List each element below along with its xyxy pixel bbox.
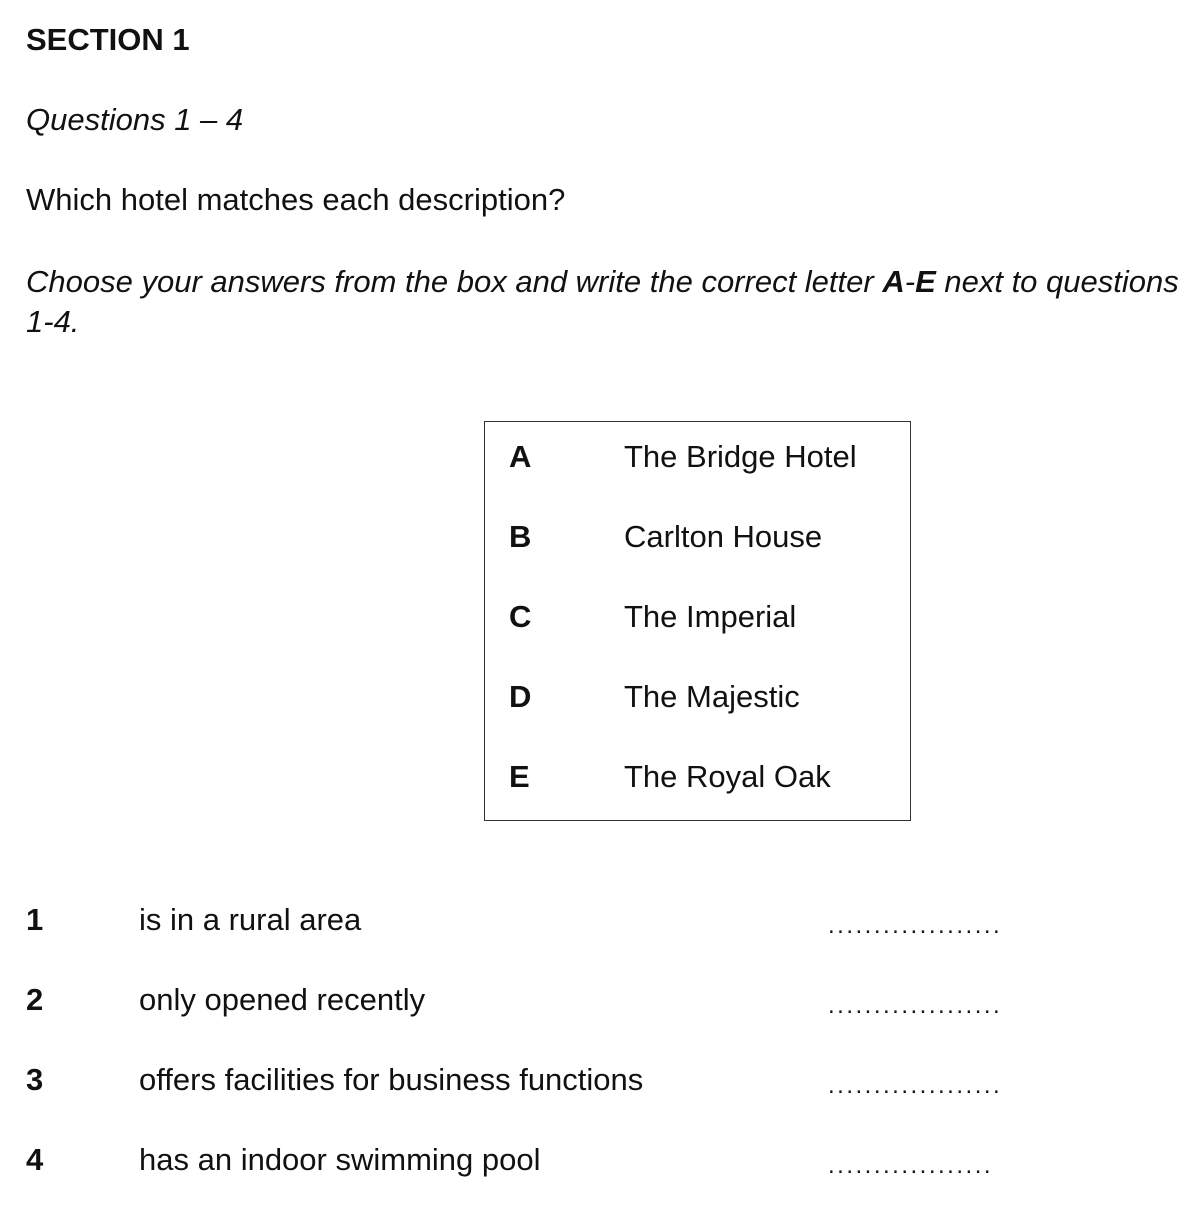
question-row-1 bbox=[0, 902, 1200, 942]
hotel-options-box bbox=[484, 421, 911, 821]
question-text: has an indoor swimming pool bbox=[139, 1142, 541, 1177]
question-number: 3 bbox=[26, 1062, 44, 1097]
questions-range: Questions 1 – 4 bbox=[26, 102, 244, 137]
question-prompt: Which hotel matches each description? bbox=[26, 182, 566, 217]
option-letter: A bbox=[509, 439, 532, 474]
question-row-2 bbox=[0, 982, 1200, 1022]
instructions-text-before: Choose your answers from the box and write the correct letter bbox=[26, 264, 883, 299]
question-number: 2 bbox=[26, 982, 44, 1017]
option-letter: C bbox=[509, 599, 532, 634]
answer-blank[interactable]: ................... bbox=[828, 1072, 1003, 1099]
option-name: The Royal Oak bbox=[624, 759, 831, 794]
option-name: The Majestic bbox=[624, 679, 800, 714]
option-row-b bbox=[485, 519, 910, 559]
question-text: only opened recently bbox=[139, 982, 426, 1017]
answer-blank[interactable]: ................... bbox=[828, 992, 1003, 1019]
option-name: Carlton House bbox=[624, 519, 823, 554]
option-row-c bbox=[485, 599, 910, 639]
instructions bbox=[26, 262, 1186, 342]
letter-range-dash: - bbox=[904, 264, 916, 299]
question-text: is in a rural area bbox=[139, 902, 362, 937]
option-row-e bbox=[485, 759, 910, 799]
question-row-3 bbox=[0, 1062, 1200, 1102]
question-number: 1 bbox=[26, 902, 44, 937]
letter-range-end: E bbox=[915, 264, 936, 299]
question-number: 4 bbox=[26, 1142, 44, 1177]
section-title: SECTION 1 bbox=[26, 22, 190, 57]
option-row-a bbox=[485, 439, 910, 479]
question-row-4 bbox=[0, 1142, 1200, 1182]
option-letter: D bbox=[509, 679, 532, 714]
answer-blank[interactable]: .................. bbox=[828, 1152, 994, 1179]
letter-range-start: A bbox=[882, 264, 905, 299]
option-name: The Imperial bbox=[624, 599, 797, 634]
option-letter: B bbox=[509, 519, 532, 554]
option-name: The Bridge Hotel bbox=[624, 439, 857, 474]
question-text: offers facilities for business functions bbox=[139, 1062, 644, 1097]
answer-blank[interactable]: ................... bbox=[828, 912, 1003, 939]
option-row-d bbox=[485, 679, 910, 719]
instructions-text-after: next to questions 1-4. bbox=[26, 264, 1179, 339]
option-letter: E bbox=[509, 759, 530, 794]
